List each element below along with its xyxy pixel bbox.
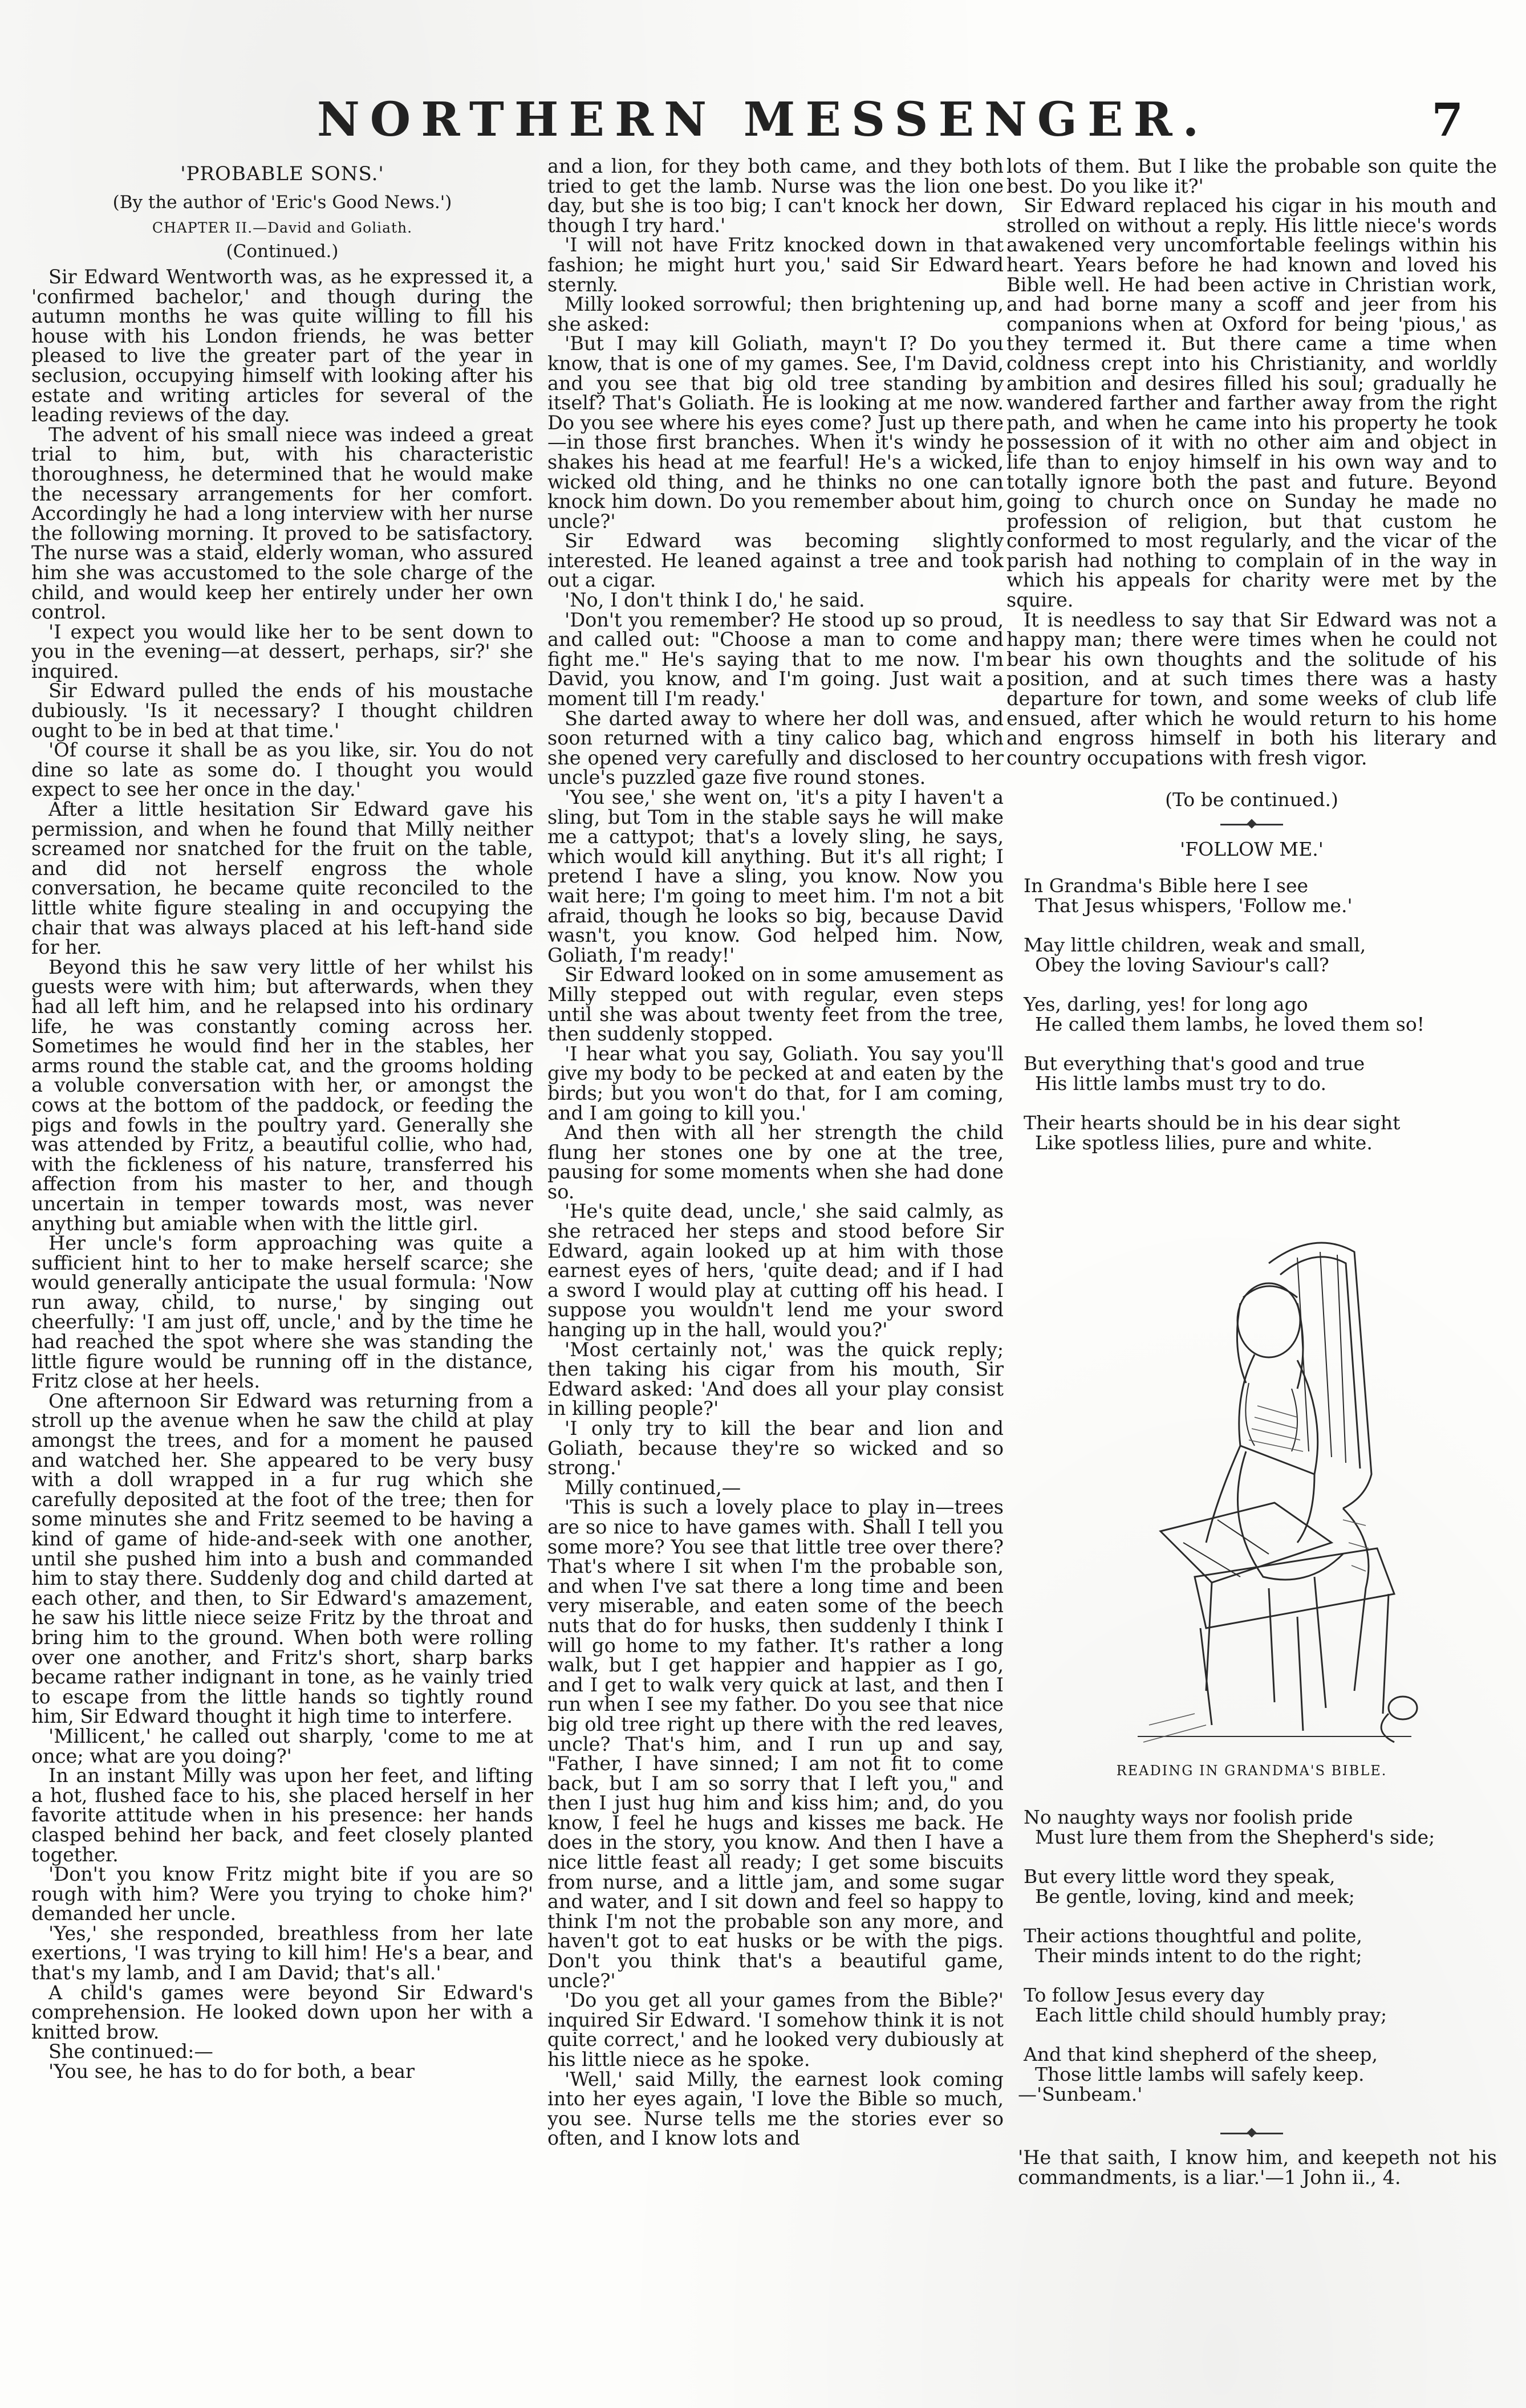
poem-stanza	[1024, 1985, 1497, 2025]
story-paragraph: Milly looked sorrowful; then brightening up, she asked:	[547, 293, 1004, 335]
poem-stanza	[1024, 994, 1497, 1034]
poem-stanza	[1024, 1113, 1497, 1153]
poem-stanza	[1024, 1807, 1497, 1847]
poem-line: Each little child should humbly pray;	[1035, 2004, 1387, 2027]
story-paragraph: 'Well,' said Milly, the earnest look coming into her eyes again, 'I love the Bible so much, you see. Nurse tells me the stories ever so often, and I know lots and	[547, 2068, 1004, 2150]
story-paragraph: She darted away to where her doll was, and soon returned with a tiny calico bag, which she opened very carefully and disclosed to her uncle's puzzled gaze five round stones.	[547, 707, 1004, 789]
poem-line: His little lambs must try to do.	[1035, 1072, 1326, 1095]
poem-line: And that kind shepherd of the sheep,	[1024, 2043, 1378, 2066]
scripture-quote: 'He that saith, I know him, and keepeth not his commandments, is a liar.'—1 John ii., 4.	[1018, 2146, 1497, 2189]
poem-line: Must lure them from the Shepherd's side;	[1035, 1826, 1435, 1849]
story-paragraph: Sir Edward replaced his cigar in his mouth and strolled on without a reply. His little niece's words awakened very uncomfortable feelings within his heart. Years before he had known and loved his Bible well. He had been active in Christian work, and had borne many a scoff and jeer from his companions when at Oxford for being 'pious,' as they termed it. But there came a time when coldness crept into his Christianity, and worldly ambition and desires filled his soul; gradually he wandered farther and farther away from the right path, and when he came into his property he took possession of it with no other aim and object in life than to enjoy himself in his own way and to totally ignore both the past and future. Beyond going to church once on Sunday he made no profession of religion, but that custom he conformed to most regularly, and the vicar of the parish had nothing to complain of in the way in which his appeals for charity were met by the squire.	[1006, 194, 1497, 612]
story-paragraph: Beyond this he saw very little of her whilst his guests were with him; but afterwards, when they had all left him, and he relapsed into his ordinary life, he was constantly coming across her. Sometimes he would find her in the stables, her arms round the stable cat, and the grooms holding a voluble conversation with her, or amongst the cows at the bottom of the paddock, or feeding the pigs and fowls in the poultry yard. Generally she was attended by Fritz, a beautiful collie, who had, with the fickleness of his nature, transferred his affection from his master to her, and though uncertain in temper towards most, was never anything but amiable when with the little girl.	[31, 955, 533, 1235]
story-paragraph: 'I only try to kill the bear and lion and Goliath, because they're so wicked and so strong.'	[547, 1417, 1004, 1479]
story-paragraph: Sir Edward Wentworth was, as he expressed it, a 'confirmed bachelor,' and though during the autumn months he was quite willing to fill his house with his London friends, he was better pleased to live the greater part of the year in seclusion, occupying himself with looking after his estate and writing articles for several of the leading reviews of the day.	[31, 266, 533, 426]
story-paragraph: The advent of his small niece was indeed a great trial to him, but, with his characteristic thoroughness, he determined that he would make the necessary arrangements for her comfort. Accordingly he had a long interview with her nurse the following morning. It proved to be satisfactory. The nurse was a staid, elderly woman, who assured him she was accustomed to the sole charge of the child, and would keep her entirely under her own control.	[31, 423, 533, 624]
poem-line: Like spotless lilies, pure and white.	[1035, 1132, 1373, 1154]
poem-line: Yes, darling, yes! for long ago	[1024, 993, 1308, 1016]
story-paragraph: Sir Edward pulled the ends of his moustache dubiously. 'Is it necessary? I thought children ought to be in bed at that time.'	[31, 680, 533, 742]
story-paragraph: And then with all her strength the child flung her stones one by one at the tree, pausing for some moments when she had done so.	[547, 1121, 1004, 1203]
story-paragraph: After a little hesitation Sir Edward gave his permission, and when he found that Milly neither screamed nor snatched for the fruit on the table, and did not herself engross the whole conversation, he became quite reconciled to the little white figure stealing in and occupying the chair that was always placed at his left-hand side for her.	[31, 798, 533, 959]
story-paragraph: Sir Edward was becoming slightly interested. He leaned against a tree and took out a cigar.	[547, 530, 1004, 592]
chapter-heading: CHAPTER II.—David and Goliath.	[152, 219, 413, 236]
story-byline: (By the author of 'Eric's Good News.')	[112, 192, 452, 213]
poem-line: But everything that's good and true	[1024, 1052, 1365, 1075]
section-divider	[1220, 824, 1283, 825]
poem-line: Obey the loving Saviour's call?	[1035, 954, 1329, 977]
story-paragraph: 'You see,' she went on, 'it's a pity I haven't a sling, but Tom in the stable says he will make me a cattypot; that's a lovely sling, he says, which would kill anything. But it's all right; I pretend I have a sling, you know. Now you wait here; I'm going to meet him. I'm not a bit afraid, though he looks so big, because David wasn't, you know. God helped him. Now, Goliath, I'm ready!'	[547, 786, 1004, 966]
poem-title: 'FOLLOW ME.'	[1180, 838, 1324, 861]
girl-reading-illustration	[1126, 1178, 1423, 1748]
poem-stanza	[1024, 1866, 1497, 1906]
poem-line: Their actions thoughtful and polite,	[1024, 1925, 1362, 1947]
story-title: 'PROBABLE SONS.'	[180, 162, 384, 185]
story-paragraph: 'You see, he has to do for both, a bear	[48, 2060, 415, 2083]
story-paragraph: Milly continued,—	[565, 1476, 741, 1499]
poem-line: To follow Jesus every day	[1024, 1984, 1265, 2007]
story-paragraph: lots of them. But I like the probable son quite the best. Do you like it?'	[1006, 157, 1497, 197]
column-3	[1006, 157, 1497, 2357]
poem-line: That Jesus whispers, 'Follow me.'	[1035, 894, 1353, 917]
poem-stanza	[1024, 1054, 1497, 1093]
story-paragraph: 'But I may kill Goliath, mayn't I? Do you know, that is one of my games. See, I'm David, and you see that big old tree standing by itself? That's Goliath. He is looking at me now. Do you see where his eyes come? Just up there—in those first branches. When it's windy he shakes his head at me fearful! He's a wicked, wicked old thing, and he thinks no one can knock him down. Do you remember about him, uncle?'	[547, 332, 1004, 532]
story-paragraph: 'Of course it shall be as you like, sir. You do not dine so late as some do. I thought you would expect to see her once in the day.'	[31, 739, 533, 801]
poem-line: But every little word they speak,	[1024, 1865, 1336, 1888]
story-paragraph: 'No, I don't think I do,' he said.	[565, 589, 865, 612]
poem-stanza	[1024, 1926, 1497, 1966]
story-paragraph: 'Don't you remember? He stood up so proud, and called out: "Choose a man to come and fight me." He's saying that to me now. I'm David, you know, and I'm going. Just wait a moment till I'm ready.'	[547, 608, 1004, 710]
poem-line: In Grandma's Bible here I see	[1024, 874, 1309, 897]
continued-note: (Continued.)	[226, 241, 339, 262]
story-paragraph: 'I expect you would like her to be sent down to you in the evening—at dessert, perhaps, sir?' she inquired.	[31, 620, 533, 682]
story-paragraph: It is needless to say that Sir Edward was not a happy man; there were times when he could not bear his own thoughts and the solitude of his position, and at such times there was a hasty departure for town, and some weeks of club life ensued, after which he would return to his home and engross himself in both his literary and country occupations with fresh vigor.	[1006, 608, 1497, 769]
poem-attribution: —'Sunbeam.'	[1018, 2083, 1143, 2106]
poem-stanza	[1024, 2044, 1497, 2084]
story-paragraph: and a lion, for they both came, and they both tried to get the lamb. Nurse was the lion one day, but she is too big; I can't knock her down, though I try hard.'	[547, 157, 1004, 237]
story-paragraph: 'Most certainly not,' was the quick reply; then taking his cigar from his mouth, Sir Edward asked: 'And does all your play consist in killing people?'	[547, 1338, 1004, 1420]
story-paragraph: 'Do you get all your games from the Bible?' inquired Sir Edward. 'I somehow think it is not quite correct,' and he looked very dubiously at his little niece as he spoke.	[547, 1989, 1004, 2071]
column-2	[547, 157, 1004, 2357]
story-paragraph: 'He's quite dead, uncle,' she said calmly, as she retraced her steps and stood before Sir Edward, again looked up at him with those earnest eyes of hers, 'quite dead; and if I had a sword I would play at cutting off his head. I suppose you wouldn't lend me your sword hanging up in the hall, would you?'	[547, 1200, 1004, 1341]
story-paragraph: One afternoon Sir Edward was returning from a stroll up the avenue when he saw the child at play amongst the trees, and for a moment he paused and watched her. She appeared to be very busy with a doll wrapped in a fur rug which she carefully deposited at the foot of the tree; then for some minutes she and Fritz seemed to be having a kind of game of hide-and-seek with one another, until she pushed him into a bush and commanded him to stay there. Suddenly dog and child darted at each other, and then, to Sir Edward's amazement, he saw his little niece seize Fritz by the throat and bring him to the ground. When both were rolling over one another, and Fritz's short, sharp barks became rather indignant in tone, as he vainly tried to escape from the little hands so tightly round him, Sir Edward thought it high time to interfere.	[31, 1389, 533, 1728]
story-paragraph: 'I will not have Fritz knocked down in that fashion; he might hurt you,' said Sir Edward sternly.	[547, 234, 1004, 296]
poem-line: He called them lambs, he loved them so!	[1035, 1013, 1424, 1036]
poem-stanza	[1024, 876, 1497, 916]
story-paragraph: A child's games were beyond Sir Edward's comprehension. He looked down upon her with a knitted brow.	[31, 1981, 533, 2043]
story-paragraph: 'Yes,' she responded, breathless from her late exertions, 'I was trying to kill him! He's a bear, and that's my lamb, and I am David; that's all.'	[31, 1922, 533, 1984]
story-paragraph: 'This is such a lovely place to play in—trees are so nice to have games with. Shall I tell you some more? You see that little tree over there? That's where I sit when I'm the probable son, and when I've sat there a long time and been very miserable, and eaten some of the beech nuts that do for husks, then suddenly I think I will go home to my father. It's rather a long walk, but I get happier and happier as I go, and I get to walk very quick at last, and then I run when I see my father. Do you see that nice big old tree right up there with the red leaves, uncle? That's him, and I run up and say, "Father, I have sinned; I am not fit to come back, but I am so sorry that I left you," and then I just hug him and kiss him; and, do you know, I feel he hugs and kisses me back. He does in the story, you know. And then I have a nice little feast all ready; I get some biscuits from nurse, and a little jam, and some sugar and water, and I sit down and feel so happy to think I'm not the probable son any more, and haven't got to eat husks or be with the pigs. Don't you think that's a beautiful game, uncle?'	[547, 1496, 1004, 1992]
story-paragraph: She continued:—	[48, 2040, 213, 2063]
story-paragraph: 'Millicent,' he called out sharply, 'come to me at once; what are you doing?'	[31, 1724, 533, 1767]
poem-line: Their minds intent to do the right;	[1035, 1945, 1362, 1967]
poem-line: Those little lambs will safely keep.	[1035, 2063, 1365, 2086]
masthead-title: NORTHERN MESSENGER.	[316, 92, 1210, 147]
story-paragraph: 'I hear what you say, Goliath. You say you'll give my body to be pecked at and eaten by the birds; but you won't do that, for I am coming, and I am going to kill you.'	[547, 1042, 1004, 1124]
illustration-caption: READING IN GRANDMA'S BIBLE.	[1116, 1763, 1387, 1779]
poem-stanza	[1024, 935, 1497, 975]
story-paragraph: In an instant Milly was upon her feet, and lifting a hot, flushed face to his, she placed herself in her favorite attitude when in his presence: her hands clasped behind her back, and feet closely planted together.	[31, 1764, 533, 1866]
story-paragraph: Her uncle's form approaching was quite a sufficient hint to her to make herself scarce; she would generally anticipate the usual formula: 'Now run away, child, to nurse,' by singing out cheerfully: 'I am just off, uncle,' and by the time he had reached the spot where she was standing the little figure would be running off in the distance, Fritz close at her heels.	[31, 1232, 533, 1393]
poem-line: Be gentle, loving, kind and meek;	[1035, 1885, 1355, 1908]
poem-line: No naughty ways nor foolish pride	[1024, 1806, 1353, 1829]
poem-line: May little children, weak and small,	[1024, 934, 1366, 957]
section-divider	[1220, 2133, 1283, 2134]
to-be-continued: (To be continued.)	[1165, 788, 1338, 811]
column-1	[31, 157, 533, 2357]
story-paragraph: 'Don't you know Fritz might bite if you are so rough with him? Were you trying to choke him?' demanded her uncle.	[31, 1863, 533, 1925]
page-number: 7	[1431, 93, 1463, 147]
masthead	[0, 86, 1526, 154]
story-paragraph: Sir Edward looked on in some amusement as Milly stepped out with regular, even steps until she was about twenty feet from the tree, then suddenly stopped.	[547, 963, 1004, 1046]
poem-line: Their hearts should be in his dear sight	[1024, 1112, 1401, 1134]
